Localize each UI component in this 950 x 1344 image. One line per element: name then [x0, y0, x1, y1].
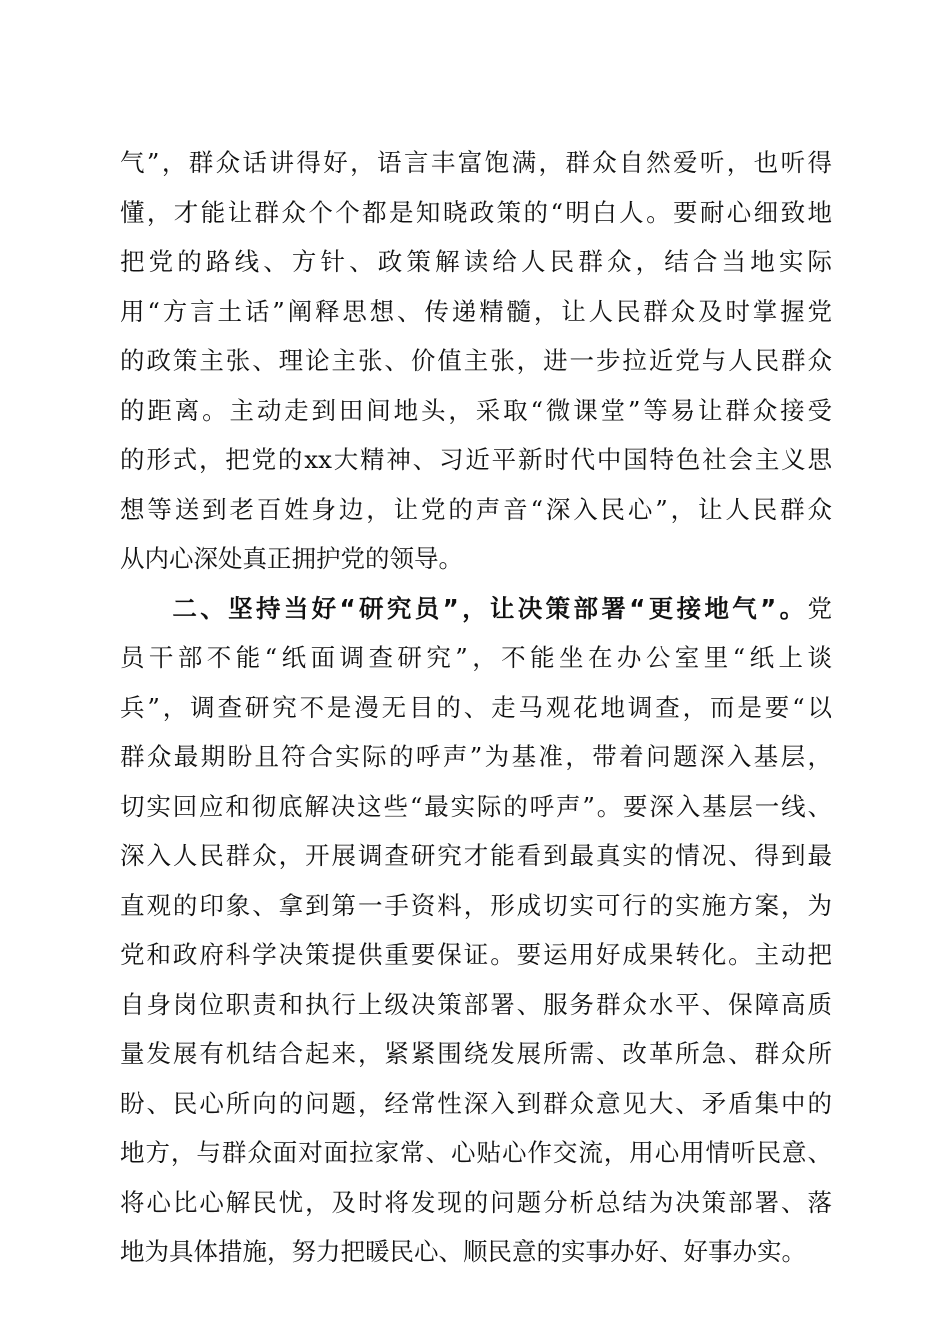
paragraph-line: 的政策主张、理论主张、价值主张，进一步拉近党与人民群众 [120, 346, 832, 375]
paragraph-line: 深入人民群众，开展调查研究才能看到最真实的情况、得到最 [120, 841, 832, 870]
paragraph-line: 量发展有机结合起来，紧紧围绕发展所需、改革所急、群众所 [120, 1039, 832, 1068]
paragraph-line: 地为具体措施，努力把暖民心、顺民意的实事办好、好事办实。 [120, 1237, 806, 1266]
paragraph-line: 地方，与群众面对面拉家常、心贴心作交流，用心用情听民意、 [120, 1138, 832, 1167]
paragraph-line: 将心比心解民忧，及时将发现的问题分析总结为决策部署、落 [120, 1187, 832, 1217]
paragraph-line: 切实回应和彻底解决这些“最实际的呼声”。要深入基层一线、 [120, 791, 832, 821]
paragraph-1 [120, 138, 832, 584]
paragraph-first-line [120, 584, 832, 634]
document-body [120, 138, 832, 1277]
paragraph-line: 想等送到老百姓身边，让党的声音“深入民心”，让人民群众 [120, 494, 832, 524]
paragraph-line: 从内心深处真正拥护党的领导。 [120, 544, 463, 573]
paragraph-line: 直观的印象、拿到第一手资料，形成切实可行的实施方案，为 [120, 890, 832, 920]
paragraph-line: 气”，群众话讲得好，语言丰富饱满，群众自然爱听，也听得 [120, 148, 832, 177]
paragraph-line: 自身岗位职责和执行上级决策部署、服务群众水平、保障高质 [120, 989, 832, 1019]
paragraph-line: 群众最期盼且符合实际的呼声”为基准，带着问题深入基层， [120, 742, 832, 771]
heading-trailing-text: 党 [807, 593, 832, 623]
section-heading: 二、坚持当好“研究员”，让决策部署“更接地气”。 [169, 593, 808, 623]
paragraph-line: 的形式，把党的xx大精神、习近平新时代中国特色社会主义思 [120, 445, 832, 474]
paragraph-2 [120, 584, 832, 1277]
paragraph-line: 员干部不能“纸面调查研究”，不能坐在办公室里“纸上谈 [120, 643, 832, 672]
paragraph-line: 用“方言土话”阐释思想、传递精髓，让人民群众及时掌握党 [120, 296, 832, 326]
paragraph-line: 的距离。主动走到田间地头，采取“微课堂”等易让群众接受 [120, 395, 832, 425]
paragraph-line: 盼、民心所向的问题，经常性深入到群众意见大、矛盾集中的 [120, 1088, 832, 1118]
paragraph-line: 把党的路线、方针、政策解读给人民群众，结合当地实际 [120, 247, 832, 276]
paragraph-line: 党和政府科学决策提供重要保证。要运用好成果转化。主动把 [120, 940, 832, 969]
paragraph-line: 懂，才能让群众个个都是知晓政策的“明白人。要耐心细致地 [120, 197, 832, 227]
paragraph-line: 兵”，调查研究不是漫无目的、走马观花地调查，而是要“以 [120, 692, 832, 722]
